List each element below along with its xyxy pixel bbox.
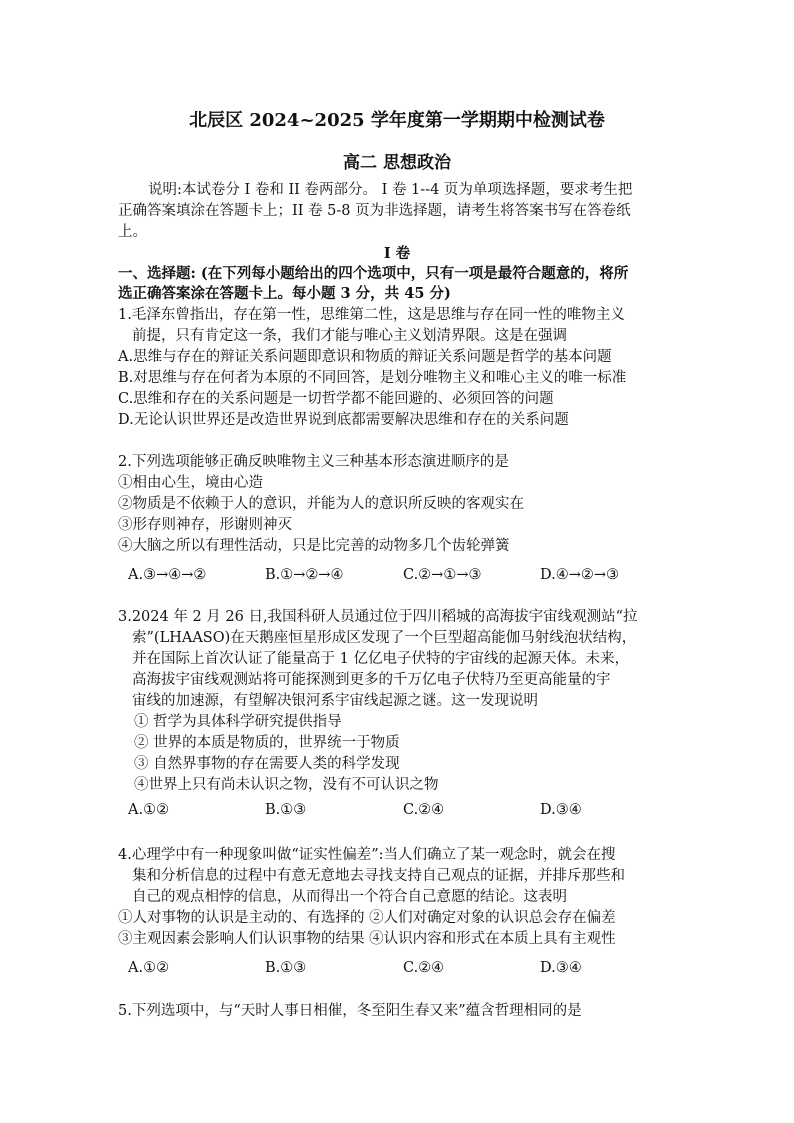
- q3-item-3: ③ 自然界事物的存在需要人类的科学发现: [134, 756, 400, 772]
- q2-choice-a: A.③→④→②: [128, 567, 207, 583]
- q3-stem-5: 宙线的加速源，有望解决银河系宇宙线起源之谜。这一发现说明: [132, 693, 538, 709]
- q3-choice-c: C.②④: [403, 802, 445, 818]
- q4-choice-b: B.①③: [265, 960, 307, 976]
- q1-option-a: A.思维与存在的辩证关系问题即意识和物质的辩证关系问题是哲学的基本问题: [118, 349, 612, 365]
- intro-line-3: 上。: [118, 224, 147, 240]
- q2-choice-c: C.②→①→③: [403, 567, 482, 583]
- q1-option-d: D.无论认识世界还是改造世界说到底都需要解决思维和存在的关系问题: [118, 412, 569, 428]
- q1-option-c: C.思维和存在的关系问题是一切哲学都不能回避的、必须回答的问题: [118, 391, 554, 407]
- intro-line-1: 说明:本试卷分 I 卷和 II 卷两部分。 I 卷 1--4 页为单项选择题，要求考生把: [148, 182, 633, 198]
- q3-choice-d: D.③④: [540, 802, 582, 818]
- q2-item-4: ④大脑之所以有理性活动，只是比完善的动物多几个齿轮弹簧: [118, 538, 510, 554]
- q3-item-4: ④世界上只有尚未认识之物，没有不可认识之物: [134, 777, 439, 793]
- q3-choice-b: B.①③: [265, 802, 307, 818]
- q2-item-1: ①相由心生，境由心造: [118, 475, 263, 491]
- q3-item-2: ② 世界的本质是物质的，世界统一于物质: [134, 735, 400, 751]
- volume-label: I 卷: [383, 245, 411, 262]
- q4-choice-d: D.③④: [540, 960, 582, 976]
- intro-line-2: 正确答案填涂在答题卡上；II 卷 5-8 页为非选择题，请考生将答案书写在答卷纸: [118, 203, 631, 219]
- exam-title: 北辰区 2024~2025 学年度第一学期期中检测试卷: [189, 110, 605, 131]
- q3-choice-a: A.①②: [128, 802, 170, 818]
- q3-item-1: ① 哲学为具体科学研究提供指导: [134, 714, 342, 730]
- q1-stem-2: 前提，只有肯定这一条，我们才能与唯心主义划清界限。这是在强调: [132, 328, 567, 344]
- exam-subtitle: 高二 思想政治: [343, 153, 451, 173]
- section-heading-2: 选正确答案涂在答题卡上。每小题 3 分，共 45 分): [118, 285, 451, 302]
- q2-choice-d: D.④→②→③: [540, 567, 620, 583]
- q2-item-2: ②物质是不依赖于人的意识，并能为人的意识所反映的客观实在: [118, 496, 524, 512]
- q4-item-row-1: ①人对事物的认识是主动的、有选择的 ②人们对确定对象的认识总会存在偏差: [118, 910, 616, 926]
- q4-item-row-2: ③主观因素会影响人们认识事物的结果 ④认识内容和形式在本质上具有主观性: [118, 931, 616, 947]
- q1-option-b: B.对思维与存在何者为本原的不同回答，是划分唯物主义和唯心主义的唯一标准: [118, 370, 627, 386]
- q3-stem-3: 并在国际上首次认证了能量高于 1 亿亿电子伏特的宇宙线的起源天体。未来，: [132, 651, 629, 667]
- q4-stem-3: 自己的观点相悖的信息，从而得出一个符合自己意愿的结论。这表明: [132, 889, 567, 905]
- q3-stem-4: 高海拔宇宙线观测站将可能探测到更多的千万亿电子伏特乃至更高能量的宇: [132, 672, 611, 688]
- q4-choice-c: C.②④: [403, 960, 445, 976]
- q3-stem-2: 索”(LHAASO)在天鹅座恒星形成区发现了一个巨型超高能伽马射线泡状结构，: [132, 630, 637, 646]
- q1-stem-1: 1.毛泽东曾指出，存在第一性，思维第二性，这是思维与存在同一性的唯物主义: [118, 307, 625, 323]
- q4-stem-1: 4.心理学中有一种现象叫做“证实性偏差”:当人们确立了某一观念时，就会在搜: [118, 847, 616, 863]
- q2-stem: 2.下列选项能够正确反映唯物主义三种基本形态演进顺序的是: [118, 454, 509, 470]
- q4-stem-2: 集和分析信息的过程中有意无意地去寻找支持自己观点的证据，并排斥那些和: [132, 868, 625, 884]
- section-heading-1: 一、选择题: (在下列每小题给出的四个选项中，只有一项是最符合题意的，将所: [118, 265, 629, 282]
- q4-choice-a: A.①②: [128, 960, 170, 976]
- q2-choice-b: B.①→②→④: [265, 567, 344, 583]
- q2-item-3: ③形存则神存，形谢则神灭: [118, 517, 292, 533]
- q5-stem: 5.下列选项中，与“天时人事日相催，冬至阳生春又来”蕴含哲理相同的是: [118, 1003, 582, 1019]
- q3-stem-1: 3.2024 年 2 月 26 日,我国科研人员通过位于四川稻城的高海拔宇宙线观测站“拉: [118, 609, 638, 625]
